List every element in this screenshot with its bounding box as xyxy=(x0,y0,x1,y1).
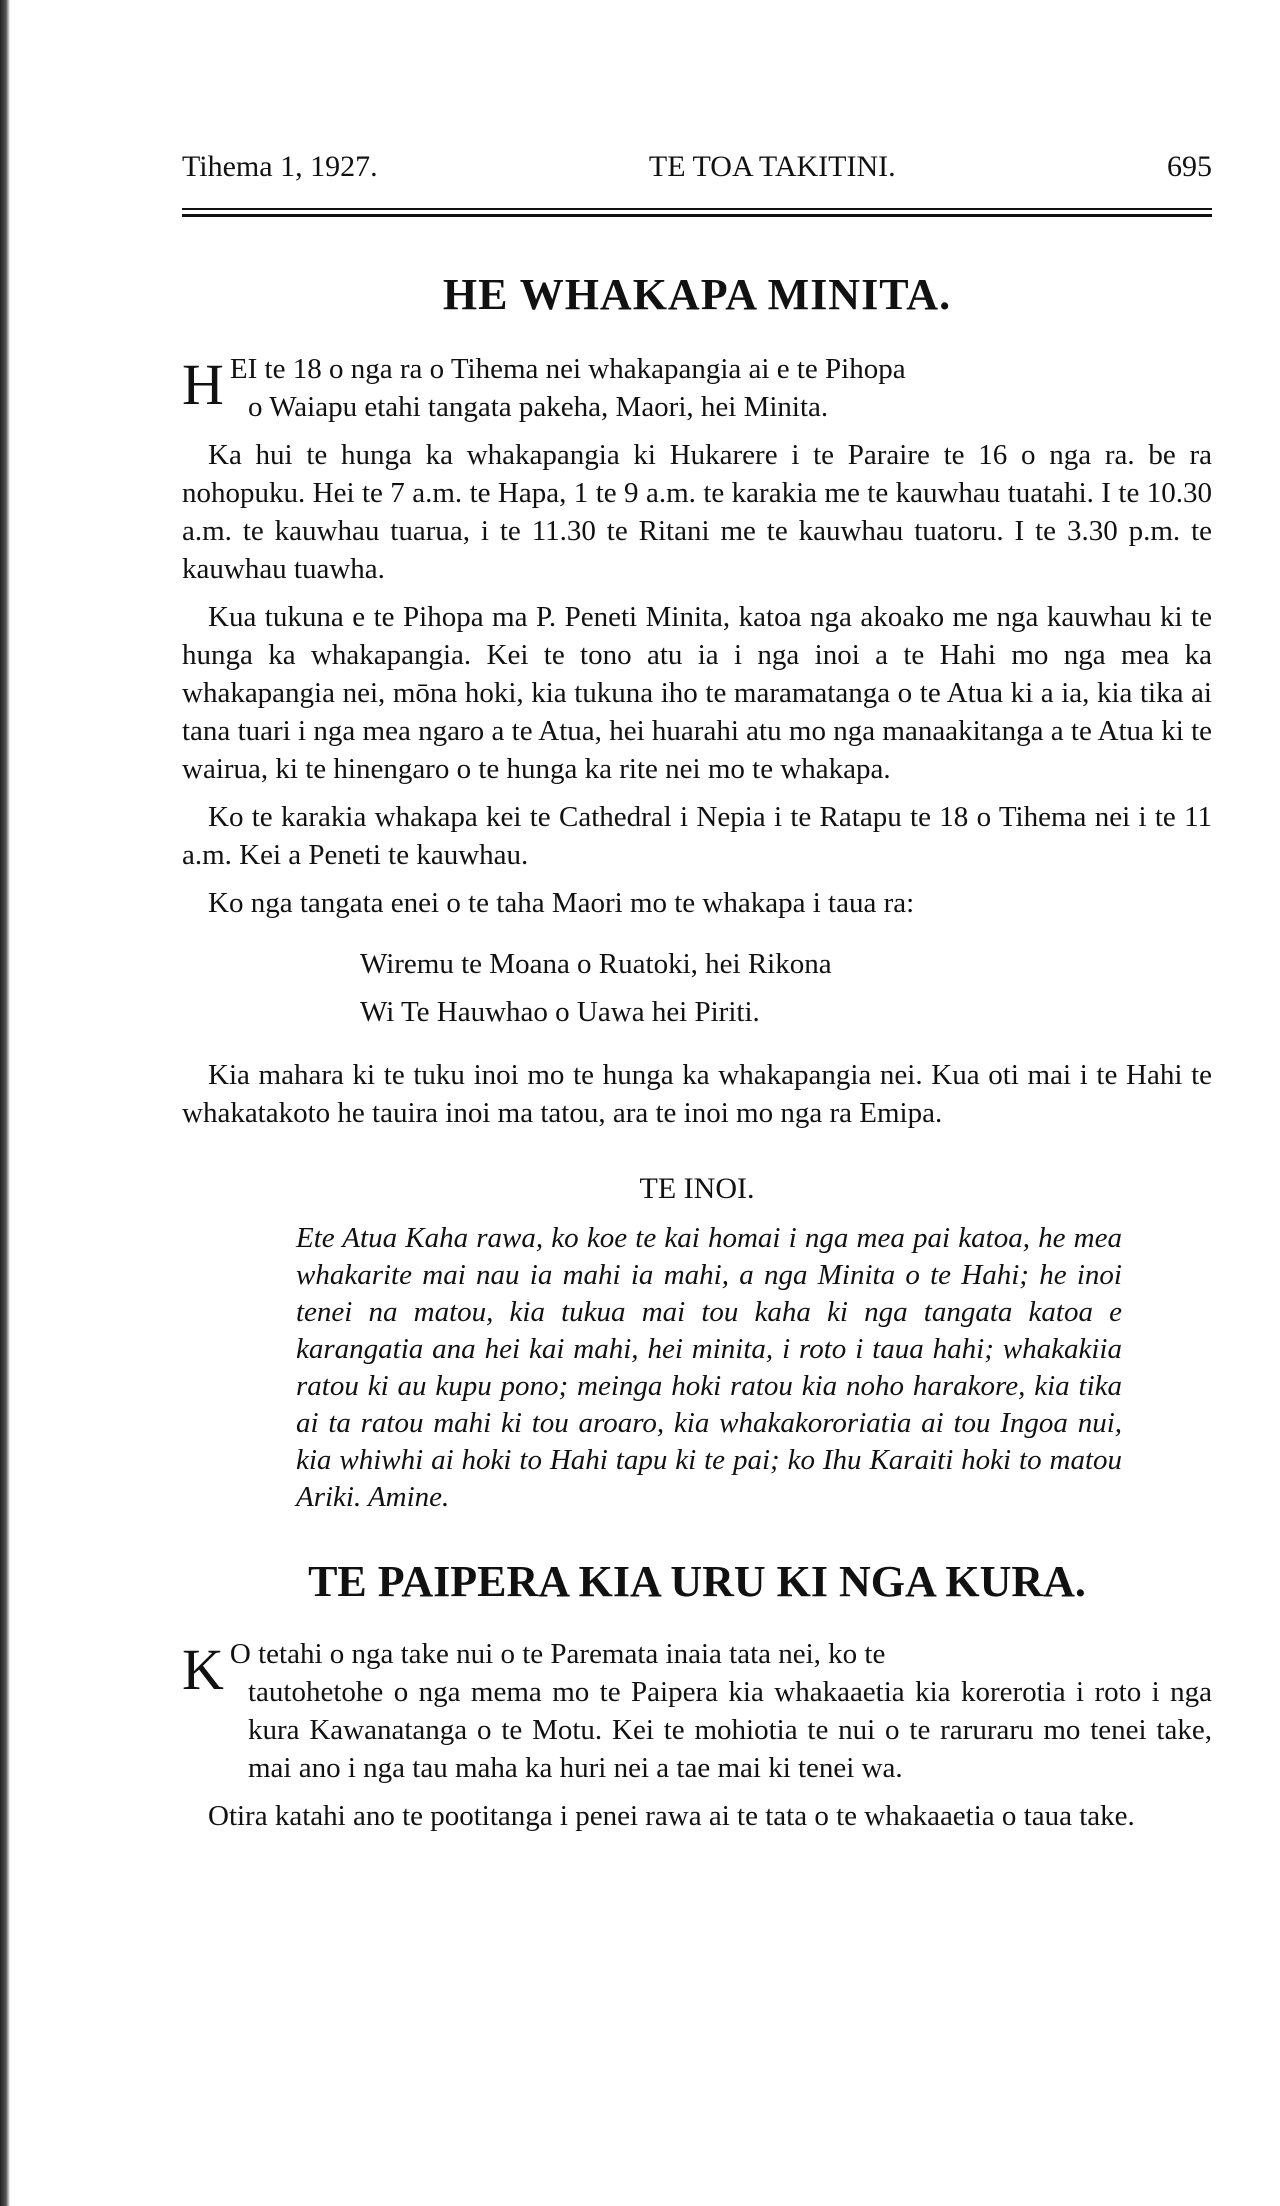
article1-para-1-rest: o Waiapu etahi tangata pakeha, Maori, hei Minita. xyxy=(248,391,829,423)
running-header xyxy=(182,150,1212,194)
header-page-number: 695 xyxy=(1166,150,1212,183)
article1-para-5: Ko nga tangata enei o te taha Maori mo te whakapa i taua ra: xyxy=(208,887,915,919)
header-rule xyxy=(182,208,1212,217)
prayer-title: TE INOI. xyxy=(639,1172,755,1205)
article2-title: TE PAIPERA KIA URU KI NGA KURA. xyxy=(308,1557,1086,1606)
article1-para-2: Ka hui te hunga ka whakapangia ki Hukarere i te Paraire te 16 o nga ra. be ra nohopuku. Hei te 7 a.m. te Hapa, 1 te 9 a.m. te karakia me te kauwhau tuatahi. I te 10.30 a.m. te kauwhau tuarua, i te 11.30 te Ritani me te kauwhau tuatoru. I te 3.30 p.m. te kauwhau tuawha. xyxy=(182,439,1212,585)
article2-para-2: Otira katahi ano te pootitanga i penei rawa ai te tata o te whakaaetia o taua take. xyxy=(208,1800,1135,1832)
article1-para-1-first: EI te 18 o nga ra o Tihema nei whakapangia ai e te Pihopa xyxy=(229,353,906,385)
prayer-text: Ete Atua Kaha rawa, ko koe te kai homai i nga mea pai katoa, he mea whakarite mai nau ia mahi ia mahi, a nga Minita o te Hahi; he inoi tenei na matou, kia tukua mai tou kaha ki nga tangata katoa e karangatia ana hei kai mahi, hei minita, i roto i taua hahi; whakakiia ratou ki au kupu pono; meinga hoki ratou kia noho harakore, kia tika ai ta ratou mahi ki tou aroaro, kia whakakororiatia ai tou Ingoa nui, kia whiwhi ai hoki to Hahi tapu ki te pai; ko Ihu Karaiti hoki to matou Ariki. Amine. xyxy=(296,1222,1122,1513)
page xyxy=(182,150,1212,1845)
article1-para-4: Ko te karakia whakapa kei te Cathedral i Nepia i te Ratapu te 18 o Tihema nei i te 11 a.m. Kei a Peneti te kauwhau. xyxy=(182,801,1212,871)
ordinand-name: Wiremu te Moana o Ruatoki, hei Rikona xyxy=(360,948,832,980)
article2-para-1-first: O tetahi o nga take nui o te Paremata inaia tata nei, ko te xyxy=(229,1638,886,1670)
article1-para-1 xyxy=(182,350,1212,426)
scan-edge xyxy=(0,0,10,2206)
header-title: TE TOA TAKITINI. xyxy=(648,150,896,183)
article1-dropcap: H xyxy=(182,352,224,417)
article2-para-1-rest: tautohetohe o nga mema mo te Paipera kia whakaaetia kia korerotia i roto i nga kura Kawanatanga o te Motu. Kei te mohiotia te nui o te raruraru mo tenei take, mai ano i nga tau maha ka huri nei a tae mai ki tenei wa. xyxy=(248,1676,1212,1784)
article1-title: HE WHAKAPA MINITA. xyxy=(442,270,952,319)
header-date: Tihema 1, 1927. xyxy=(182,150,378,183)
article1-para-6: Kia mahara ki te tuku inoi mo te hunga ka whakapangia nei. Kua oti mai i te Hahi te whakatakoto he tauira inoi ma tatou, ara te inoi mo nga ra Emipa. xyxy=(182,1059,1212,1129)
article2-para-1 xyxy=(182,1635,1212,1787)
ordinand-name: Wi Te Hauwhao o Uawa hei Piriti. xyxy=(360,996,760,1028)
article1-para-3: Kua tukuna e te Pihopa ma P. Peneti Minita, katoa nga akoako me nga kauwhau ki te hunga ka whakapangia. Kei te tono atu ia i nga inoi a te Hahi mo nga mea ka whakapangia nei, mōna hoki, kia tukuna iho te maramatanga o te Atua ki a ia, kia tika ai tana tuari i nga mea ngaro a te Atua, hei huarahi atu mo nga manaakitanga a te Atua ki te wairua, ki te hinengaro o te hunga ka rite nei mo te whakapa. xyxy=(182,601,1212,785)
ordinand-list xyxy=(182,940,1212,1036)
article2-dropcap: K xyxy=(182,1637,224,1702)
